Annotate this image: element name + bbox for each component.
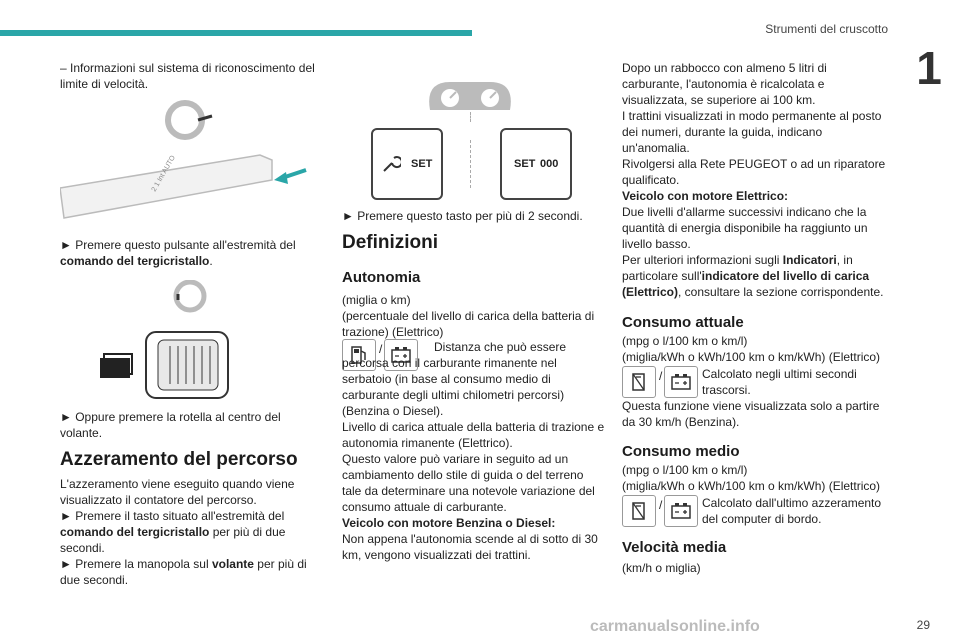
arrow-icon — [274, 172, 288, 184]
page-number: 29 — [916, 618, 930, 632]
header-accent-bar — [0, 30, 472, 36]
press-2-seconds-instruction: ► Premere questo tasto per più di 2 secondi. — [342, 209, 583, 223]
engine-heading: Veicolo con motore Benzina o Diesel: — [342, 516, 556, 530]
autonomia-variation-text: Questo valore può variare in seguito ad un cambiamento dello stile di guida o del terreno tale da determinare una notevole variazione del consumo attuale di carburante. — [342, 452, 595, 514]
fuel-consumption-icon — [627, 500, 651, 522]
electric-text: Due livelli d'allarme successivi indicano che la quantità di energia disponibile ha raggiunto un livello basso. — [622, 205, 868, 251]
step-press-wiper-button: ► Premere questo pulsante all'estremità del comando del tergicristallo. — [60, 238, 296, 268]
dashes-text: I trattini visualizzati in modo permanente al posto dei numeri, durante la guida, indicano un'anomalia. — [622, 109, 882, 155]
set-display-reset — [500, 128, 572, 200]
consumo-medio-description: Calcolato dall'ultimo azzeramento del computer di bordo. — [702, 496, 882, 526]
engine-text: Non appena l'autonomia scende al di sotto di 30 km, vengono visualizzati dei trattini. — [342, 532, 598, 562]
set-display-wrench — [371, 128, 443, 200]
consumo-attuale-title: Consumo attuale — [622, 314, 744, 331]
step-press-thumbwheel: ► Oppure premere la rotella al centro del volante. — [60, 410, 281, 440]
autonomia-unit-1: (miglia o km) — [342, 293, 411, 307]
battery-icon-box — [664, 495, 698, 527]
steering-wheel-icon — [168, 103, 202, 137]
consumo-medio-unit-1: (mpg o l/100 km o km/l) — [622, 463, 748, 477]
autonomia-unit-2: (percentuale del livello di carica della batteria di trazione) (Elettrico) — [342, 309, 595, 339]
consumo-attuale-note: Questa funzione viene visualizzata solo a partire da 30 km/h (Benzina). — [622, 399, 880, 429]
consumo-attuale-description: Calcolato negli ultimi secondi trascorsi. — [702, 367, 857, 397]
refuel-text: Dopo un rabbocco con almeno 5 litri di carburante, l'autonomia è ricalcolata e visualizzata, se superiore ai 100 km. — [622, 61, 827, 107]
consumo-attuale-unit-1: (mpg o l/100 km o km/l) — [622, 334, 748, 348]
fuel-consumption-icon-box — [622, 366, 656, 398]
svg-text:2 1 Int AUTO: 2 1 Int AUTO — [150, 154, 177, 193]
consumo-medio-unit-2: (miglia/kWh o kWh/100 km o km/kWh) (Elettrico) — [622, 479, 881, 493]
definitions-title: Definizioni — [342, 232, 439, 253]
steering-wheel-thumbwheel-illustration — [100, 280, 270, 400]
wrench-icon — [381, 154, 401, 174]
set-value: 000 — [540, 158, 559, 170]
steering-wheel-icon — [176, 282, 204, 310]
chapter-number: 1 — [916, 42, 942, 94]
dealer-text: Rivolgersi alla Rete PEUGEOT o ad un riparatore qualificato. — [622, 157, 886, 187]
set-label: SET — [514, 158, 536, 170]
consumo-medio-title: Consumo medio — [622, 443, 740, 460]
reset-paragraph-1: L'azzeramento viene eseguito quando viene visualizzato il contatore del percorso. — [60, 477, 295, 507]
battery-icon — [669, 500, 693, 522]
battery-icon-box — [664, 366, 698, 398]
set-label: SET — [411, 158, 433, 170]
battery-icon — [669, 371, 693, 393]
wiper-stalk-illustration — [60, 100, 310, 220]
more-info-text: Per ulteriori informazioni sugli Indicatori, in particolare sull'indicatore del livello di carica (Elettrico), consultare la sezione corrispondente. — [622, 253, 884, 299]
electric-heading: Veicolo con motore Elettrico: — [622, 189, 789, 203]
autonomia-description: Distanza che può essere percorsa con il carburante rimanente nel serbatoio (in base al consumo medio di carburante degli ultimi chilometri percorsi) (Benzina o Diesel). — [342, 340, 567, 418]
autonomia-title: Autonomia — [342, 269, 421, 286]
fuel-consumption-icon — [627, 371, 651, 393]
watermark: carmanualsonline.info — [590, 618, 760, 635]
reset-paragraph-3: ► Premere la manopola sul volante per più di due secondi. — [60, 557, 307, 587]
section-title: Strumenti del cruscotto — [765, 22, 888, 36]
fuel-consumption-icon-box — [622, 495, 656, 527]
consumo-attuale-unit-2: (miglia/kWh o kWh/100 km o km/kWh) (Elettrico) — [622, 350, 881, 364]
slash-separator: / — [379, 342, 383, 356]
divider — [470, 112, 471, 122]
slash-separator: / — [659, 498, 663, 512]
slash-separator: / — [659, 369, 663, 383]
velocita-media-unit: (km/h o miglia) — [622, 561, 701, 575]
autonomia-electric-text: Livello di carica attuale della batteria di trazione e autonomia rimanente (Elettrico). — [342, 420, 605, 450]
speed-limit-bullet: – Informazioni sul sistema di riconoscimento del limite di velocità. — [60, 61, 315, 91]
reset-section-title: Azzeramento del percorso — [60, 449, 298, 470]
velocita-media-title: Velocità media — [622, 539, 727, 556]
divider — [470, 140, 471, 188]
reset-paragraph-2: ► Premere il tasto situato all'estremità del comando del tergicristallo per più di due secondi. — [60, 509, 286, 555]
